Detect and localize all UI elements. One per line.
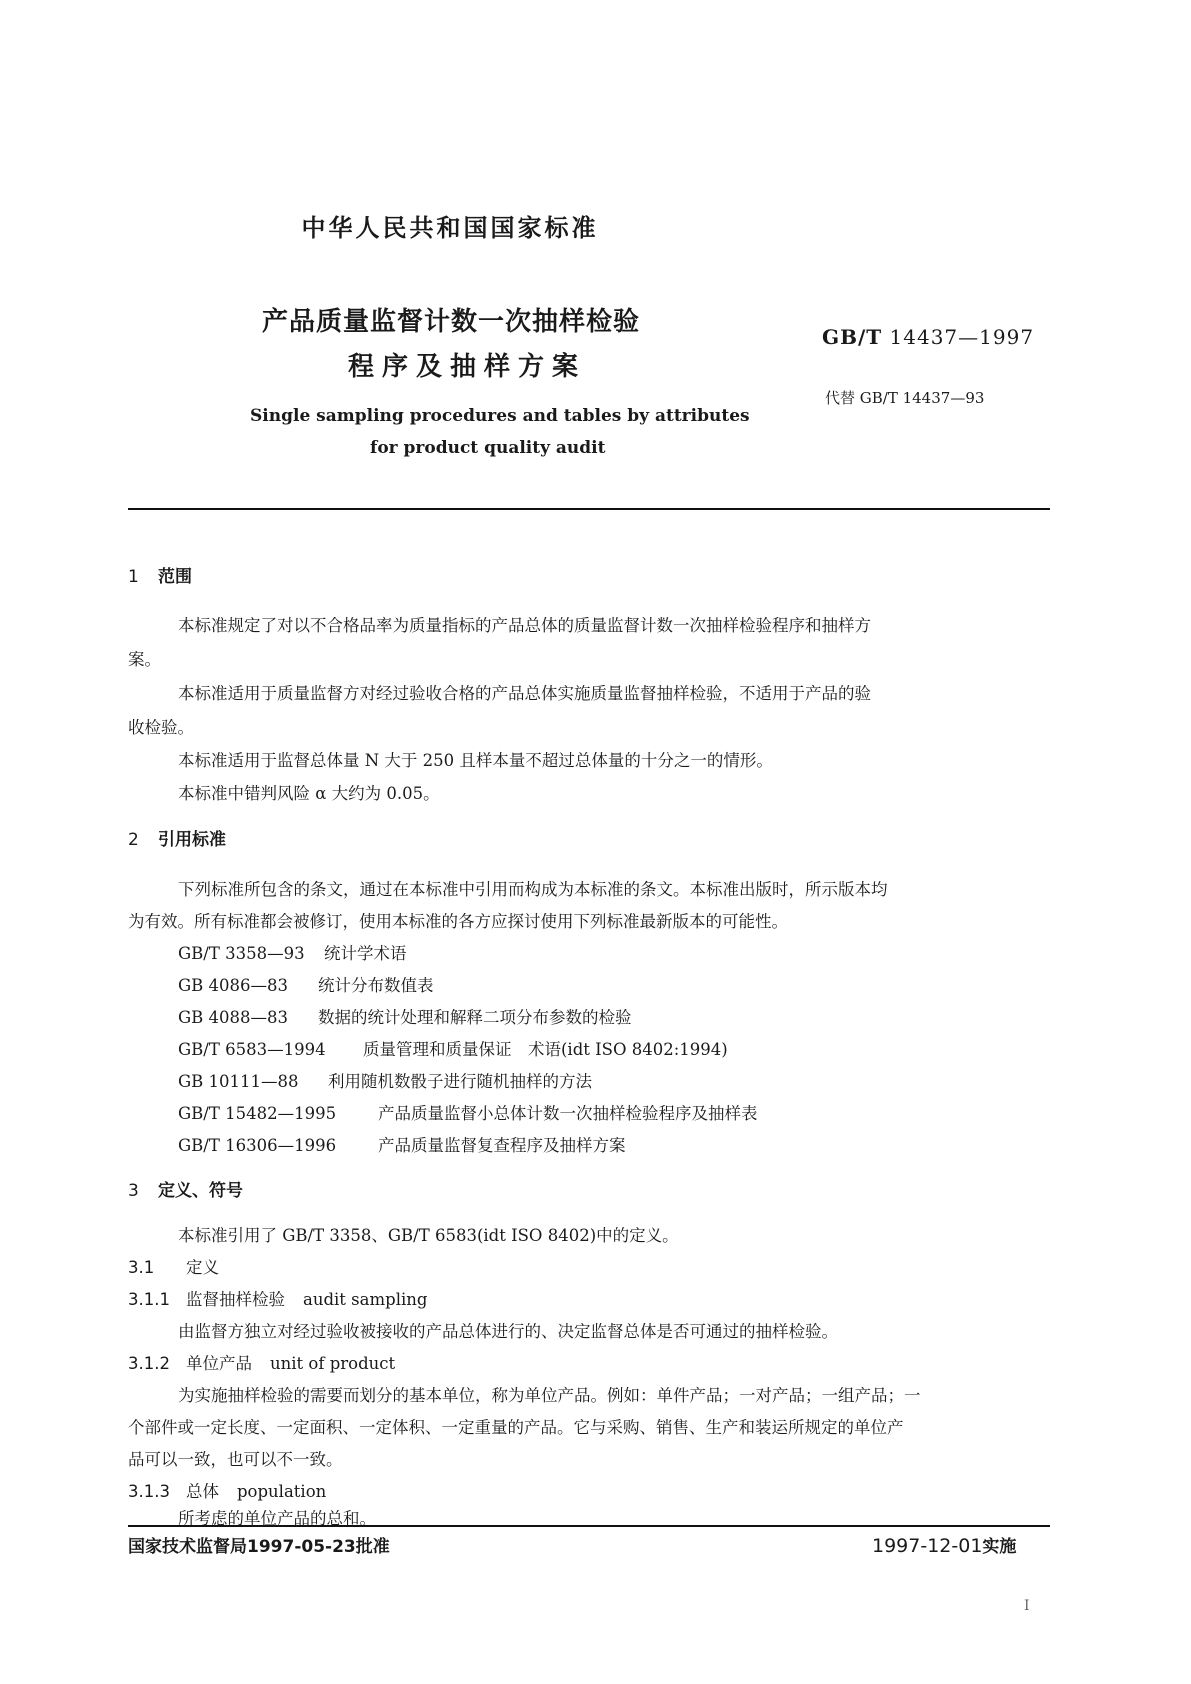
effective-note xyxy=(872,1532,1016,1557)
clause-number: 3.1.3 xyxy=(128,1482,170,1501)
reference-code: GB 10111—88 xyxy=(178,1072,299,1091)
term-cn: 总体 xyxy=(186,1482,219,1501)
section-1-p4: 本标准中错判风险 α 大约为 0.05。 xyxy=(178,784,440,803)
section-1-p2-line1: 本标准适用于质量监督方对经过验收合格的产品总体实施质量监督抽样检验，不适用于产品的验 xyxy=(178,684,871,703)
reference-code: GB/T 16306—1996 xyxy=(178,1136,337,1155)
section-3-title: 定义、符号 xyxy=(158,1181,243,1201)
reference-item xyxy=(178,1036,728,1060)
clause-3-1-3-definition: 所考虑的单位产品的总和。 xyxy=(178,1509,376,1528)
reference-code: GB 4086—83 xyxy=(178,976,289,995)
page-mark: I xyxy=(1024,1598,1030,1614)
reference-item xyxy=(178,972,434,996)
term-en: unit of product xyxy=(270,1354,396,1373)
section-2-p1-line1: 下列标准所包含的条文，通过在本标准中引用而构成为本标准的条文。本标准出版时，所示版本均 xyxy=(178,880,888,899)
clause-3-1-1 xyxy=(128,1286,427,1310)
replaces-note: 代替 GB/T 14437—93 xyxy=(825,389,985,407)
clause-number: 3.1.2 xyxy=(128,1354,170,1373)
clause-3-1-2 xyxy=(128,1350,395,1374)
section-1-title: 范围 xyxy=(158,567,192,587)
reference-title: 统计分布数值表 xyxy=(318,976,434,995)
section-1-heading xyxy=(128,562,192,587)
section-3-intro: 本标准引用了 GB/T 3358、GB/T 6583(idt ISO 8402)中的定义。 xyxy=(178,1226,679,1245)
reference-title: 产品质量监督复查程序及抽样方案 xyxy=(378,1136,626,1155)
clause-3-1-2-definition-line2: 个部件或一定长度、一定面积、一定体积、一定重量的产品。它与采购、销售、生产和装运所规定的单位产 xyxy=(128,1418,904,1437)
reference-item xyxy=(178,1004,632,1028)
section-1-p2-line2: 收检验。 xyxy=(128,718,194,737)
section-3-number: 3 xyxy=(128,1181,139,1201)
clause-number: 3.1.1 xyxy=(128,1290,170,1309)
clause-3-1-2-definition-line3: 品可以一致，也可以不一致。 xyxy=(128,1450,343,1469)
reference-title: 利用随机数骰子进行随机抽样的方法 xyxy=(328,1072,592,1091)
reference-title: 质量管理和质量保证 术语(idt ISO 8402:1994) xyxy=(363,1040,728,1059)
effective-date: 1997-12-01 xyxy=(872,1535,983,1557)
clause-number: 3.1 xyxy=(128,1258,155,1277)
reference-title: 数据的统计处理和解释二项分布参数的检验 xyxy=(318,1008,632,1027)
clause-3-1 xyxy=(128,1254,219,1278)
reference-item xyxy=(178,1068,592,1092)
section-1-p1-line2: 案。 xyxy=(128,650,161,669)
section-2-title: 引用标准 xyxy=(158,830,226,850)
term-en: audit sampling xyxy=(303,1290,428,1309)
clause-3-1-3 xyxy=(128,1478,326,1502)
clause-3-1-2-definition-line1: 为实施抽样检验的需要而划分的基本单位，称为单位产品。例如：单件产品；一对产品；一组产品；一 xyxy=(178,1386,921,1405)
english-title-line1: Single sampling procedures and tables by attributes xyxy=(250,406,750,426)
standard-title-line2: 程序及抽样方案 xyxy=(348,352,587,382)
reference-code: GB 4088—83 xyxy=(178,1008,289,1027)
section-1-number: 1 xyxy=(128,567,139,587)
reference-code: GB/T 15482—1995 xyxy=(178,1104,337,1123)
footer-divider xyxy=(128,1525,1050,1527)
clause-3-1-1-definition: 由监督方独立对经过验收被接收的产品总体进行的、决定监督总体是否可通过的抽样检验。 xyxy=(178,1322,838,1341)
standard-code-number: 14437—1997 xyxy=(889,325,1035,349)
term-cn: 监督抽样检验 xyxy=(186,1290,285,1309)
approval-note: 国家技术监督局1997-05-23批准 xyxy=(128,1537,390,1557)
section-3-heading xyxy=(128,1176,243,1201)
section-1-p3: 本标准适用于监督总体量 N 大于 250 且样本量不超过总体量的十分之一的情形。 xyxy=(178,751,773,770)
english-title-line2: for product quality audit xyxy=(370,438,606,458)
term-cn: 单位产品 xyxy=(186,1354,252,1373)
reference-code: GB/T 6583—1994 xyxy=(178,1040,326,1059)
header-divider xyxy=(128,508,1050,510)
effective-label: 实施 xyxy=(982,1537,1017,1557)
standard-code-prefix: GB/T xyxy=(822,325,883,349)
section-2-p1-line2: 为有效。所有标准都会被修订，使用本标准的各方应探讨使用下列标准最新版本的可能性。 xyxy=(128,912,788,931)
reference-title: 统计学术语 xyxy=(324,944,407,963)
term-en: population xyxy=(237,1482,327,1501)
national-standard-header: 中华人民共和国国家标准 xyxy=(301,214,599,242)
clause-title: 定义 xyxy=(186,1258,219,1277)
reference-item xyxy=(178,1132,626,1156)
standard-code xyxy=(822,325,1034,349)
standard-title-line1: 产品质量监督计数一次抽样检验 xyxy=(262,307,641,337)
section-2-number: 2 xyxy=(128,830,139,850)
reference-code: GB/T 3358—93 xyxy=(178,944,305,963)
reference-title: 产品质量监督小总体计数一次抽样检验程序及抽样表 xyxy=(378,1104,758,1123)
reference-item xyxy=(178,940,407,964)
section-1-p1-line1: 本标准规定了对以不合格品率为质量指标的产品总体的质量监督计数一次抽样检验程序和抽样方 xyxy=(178,616,871,635)
reference-item xyxy=(178,1100,758,1124)
section-2-heading xyxy=(128,825,226,850)
